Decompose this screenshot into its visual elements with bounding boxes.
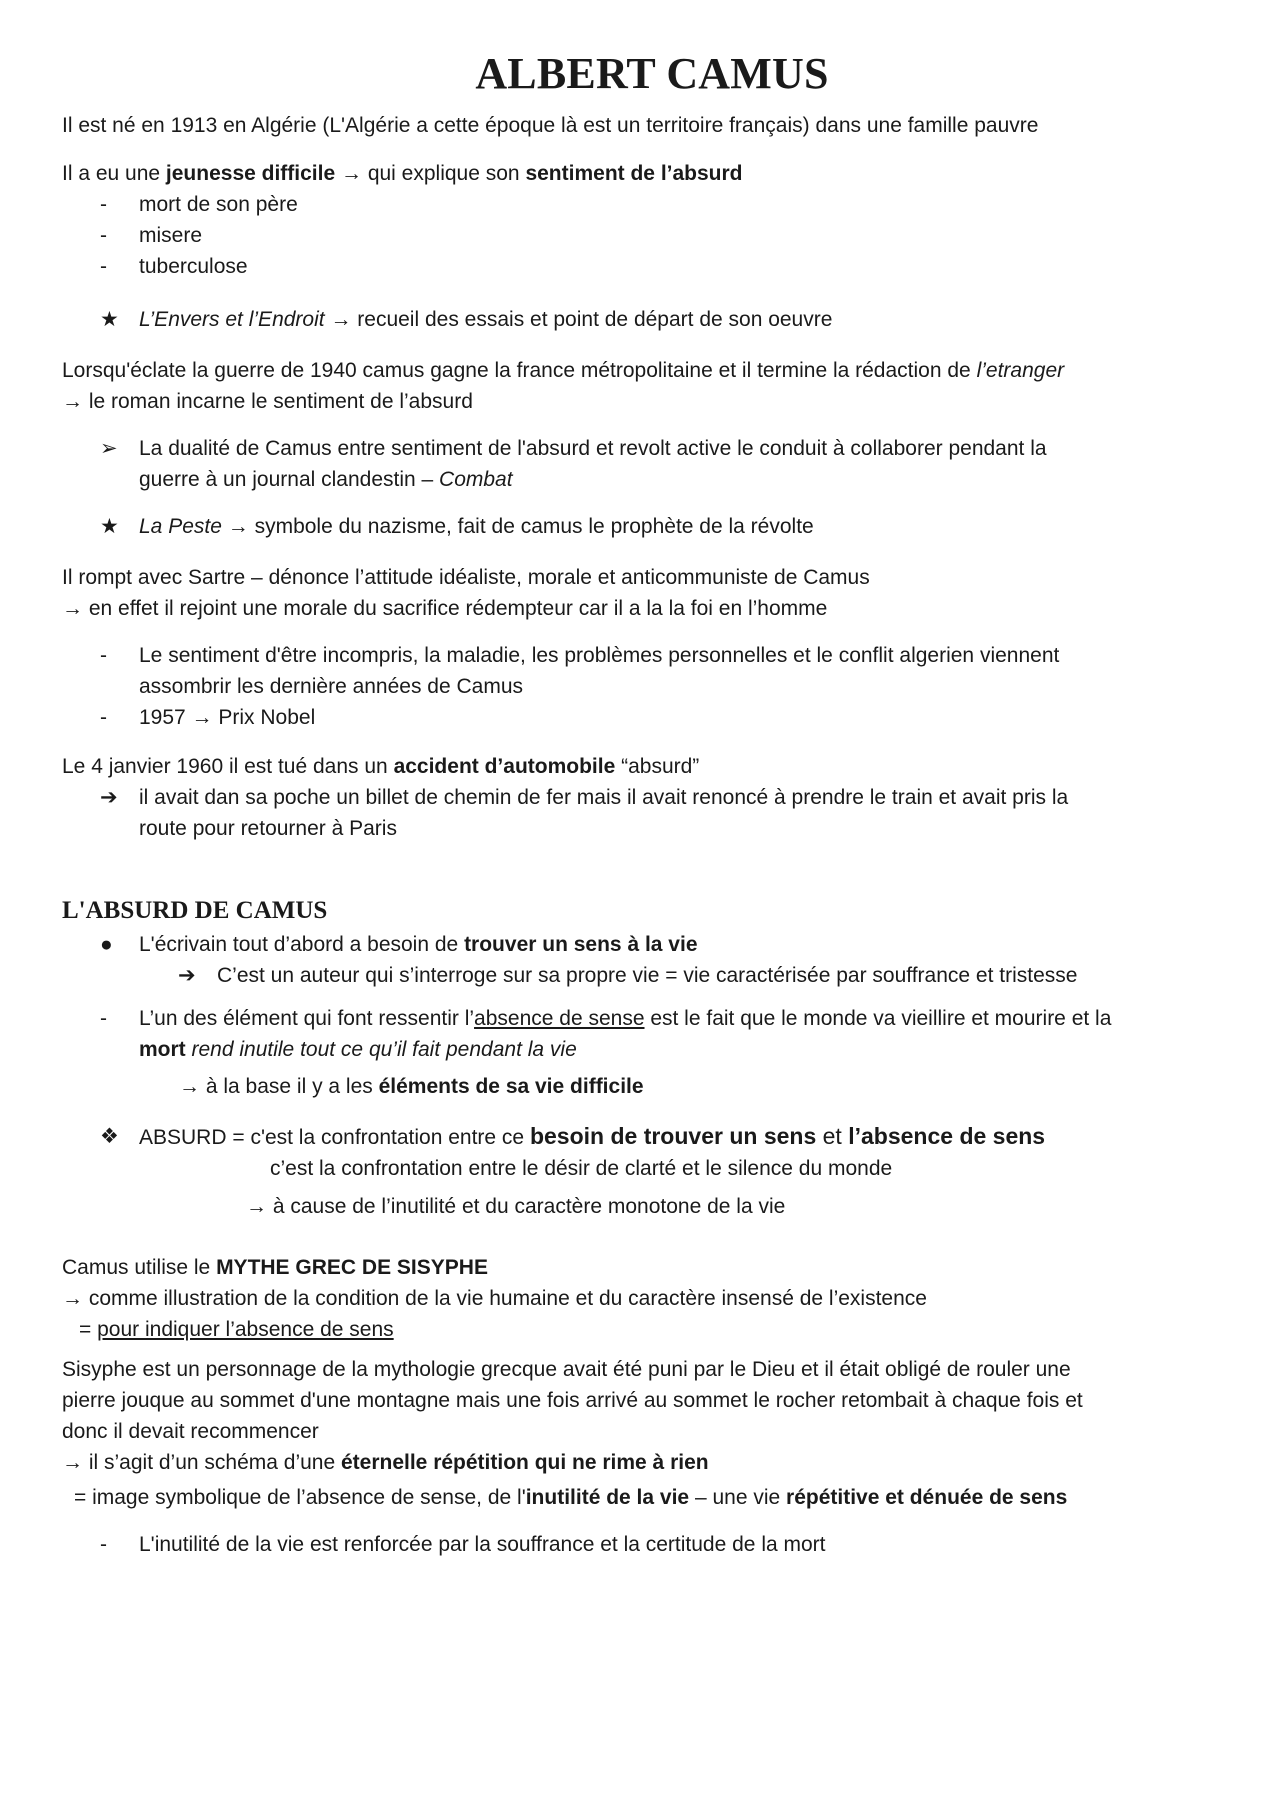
section-heading: L'ABSURD DE CAMUS [62, 897, 328, 924]
list-item: ❖ ABSURD = c'est la confrontation entre ce besoin de trouver un sens et l’absence de sens [62, 1121, 1242, 1153]
dash-marker: - [100, 706, 107, 729]
arrow-icon: ➔ [178, 964, 196, 987]
document-page [62, 44, 1242, 1560]
dash-marker: - [100, 193, 107, 216]
war-paragraph: Lorsqu'éclate la guerre de 1940 camus gagne la france métropolitaine et il termine la rédaction de l’etranger → le roman incarne le sentiment de l’absurd [62, 359, 1065, 413]
list-item: - Le sentiment d'être incompris, la maladie, les problèmes personnelles et le conflit algerien viennent assombrir les dernière années de Camus [62, 640, 1242, 702]
list-item: ➔ C’est un auteur qui s’interroge sur sa propre vie = vie caractérisée par souffrance et tristesse [62, 960, 1242, 991]
monotone-line: → à cause de l’inutilité et du caractère monotone de la vie [246, 1195, 786, 1218]
base-line: → à la base il y a les éléments de sa vie difficile [179, 1075, 644, 1098]
list-item: ★ L’Envers et l’Endroit → recueil des essais et point de départ de son oeuvre [62, 304, 1242, 335]
story-paragraph: Sisyphe est un personnage de la mythologie grecque avait été puni par le Dieu et il était obligé de rouler une pierre jouque au sommet d'une montagne mais une fois arrivé au sommet le rocher retombait à chaque fois et donc il devait recommencer → il s’agit d’un schéma d’une éternelle répétition qui ne rime à rien [62, 1358, 1083, 1474]
dash-marker: - [100, 644, 107, 667]
list-item: - tuberculose [62, 251, 1242, 282]
list-item: ➢ La dualité de Camus entre sentiment de l'absurd et revolt active le conduit à collaborer pendant la guerre à un journal clandestin – Combat [62, 433, 1242, 495]
birth-paragraph: Il est né en 1913 en Algérie (L'Algérie a cette époque là est un territoire français) dans une famille pauvre [62, 114, 1039, 137]
list-item: - 1957 → Prix Nobel [62, 702, 1242, 733]
star-icon: ★ [100, 515, 119, 538]
dash-marker: - [100, 1007, 107, 1030]
document-title: ALBERT CAMUS [475, 49, 829, 98]
clarity-line: c’est la confrontation entre le désir de clarté et le silence du monde [270, 1157, 893, 1180]
dash-marker: - [100, 224, 107, 247]
death-paragraph: Le 4 janvier 1960 il est tué dans un accident d’automobile “absurd” [62, 755, 700, 778]
dash-marker: - [100, 255, 107, 278]
arrow-icon: ➔ [100, 786, 118, 809]
list-item: ● L'écrivain tout d’abord a besoin de trouver un sens à la vie [62, 929, 1242, 960]
list-item: ➔ il avait dan sa poche un billet de chemin de fer mais il avait renoncé à prendre le train et avait pris la route pour retourner à Paris [62, 782, 1242, 844]
dash-marker: - [100, 1533, 107, 1556]
diamond-icon: ❖ [100, 1125, 119, 1148]
list-item: - misere [62, 220, 1242, 251]
bullet-dot-icon: ● [100, 933, 113, 956]
sisyphe-paragraph: Camus utilise le MYTHE GREC DE SISYPHE → comme illustration de la condition de la vie humaine et du caractère insensé de l’existence = pour indiquer l’absence de sens [62, 1256, 927, 1341]
image-line: = image symbolique de l’absence de sense, de l'inutilité de la vie – une vie répétitive et dénuée de sens [74, 1486, 1068, 1509]
list-item: - L'inutilité de la vie est renforcée par la souffrance et la certitude de la mort [62, 1529, 1242, 1560]
sartre-paragraph: Il rompt avec Sartre – dénonce l’attitude idéaliste, morale et anticommuniste de Camus → en effet il rejoint une morale du sacrifice rédempteur car il a la la foi en l’homme [62, 566, 870, 620]
list-item: - L’un des élément qui font ressentir l’absence de sense est le fait que le monde va vieillire et mourire et la mort rend inutile tout ce qu’il fait pendant la vie [62, 1003, 1242, 1065]
youth-paragraph: Il a eu une jeunesse difficile → qui explique son sentiment de l’absurd [62, 162, 743, 185]
list-item: - mort de son père [62, 189, 1242, 220]
arrowhead-icon: ➢ [100, 437, 118, 460]
star-icon: ★ [100, 308, 119, 331]
list-item: ★ La Peste → symbole du nazisme, fait de camus le prophète de la révolte [62, 511, 1242, 542]
